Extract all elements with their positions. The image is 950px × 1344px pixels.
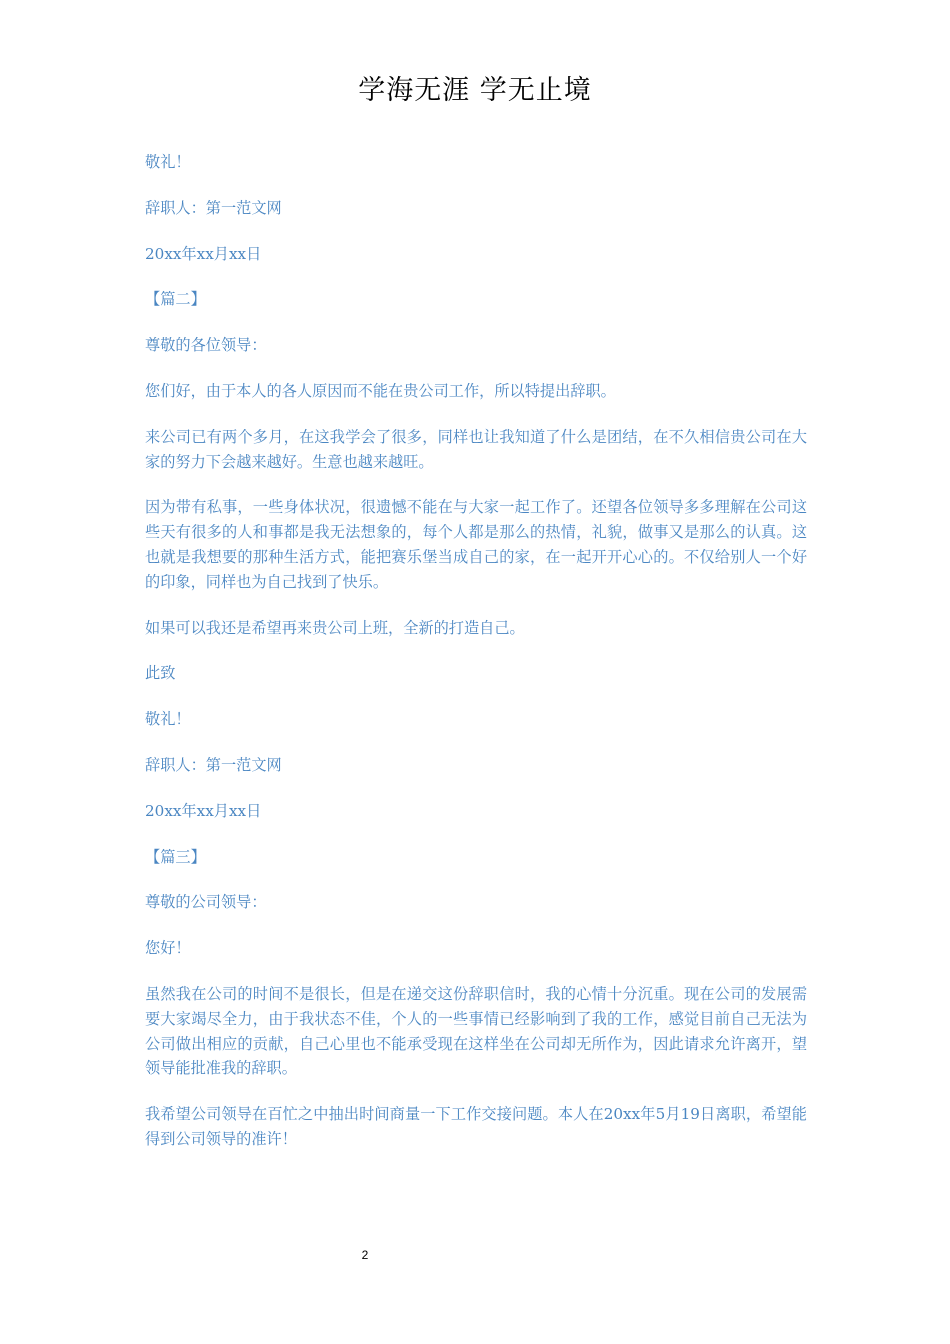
signature-line: 辞职人：第一范文网 xyxy=(145,755,282,774)
greeting-line: 您好！ xyxy=(145,939,191,958)
greeting-line: 尊敬的公司领导： xyxy=(145,893,267,912)
body-paragraph: 您们好，由于本人的各人原因而不能在贵公司工作，所以特提出辞职。 xyxy=(145,381,616,400)
date-line: 20xx年xx月xx日 xyxy=(145,801,262,820)
closing-salutation: 敬礼！ xyxy=(145,710,191,729)
body-paragraph: 我希望公司领导在百忙之中抽出时间商量一下工作交接问题。本人在20xx年5月19日离职，希望能得到公司领导的准许！ xyxy=(145,1105,807,1148)
body-paragraph: 如果可以我还是希望再来贵公司上班，全新的打造自己。 xyxy=(145,618,525,637)
page-header-title: 学海无涯 学无止境 xyxy=(358,75,592,106)
signature-line: 辞职人：第一范文网 xyxy=(145,198,282,217)
date-line: 20xx年xx月xx日 xyxy=(145,244,262,263)
body-paragraph: 来公司已有两个多月，在这我学会了很多，同样也让我知道了什么是团结，在不久相信贵公司在大家的努力下会越来越好。生意也越来越旺。 xyxy=(145,427,807,471)
section-heading: 【篇二】 xyxy=(145,290,206,309)
page-number: 2 xyxy=(361,1248,369,1262)
body-paragraph: 虽然我在公司的时间不是很长，但是在递交这份辞职信时，我的心情十分沉重。现在公司的发展需要大家竭尽全力，由于我状态不佳，个人的一些事情已经影响到了我的工作，感觉目前自己无法为公司做出相应的贡献，自己心里也不能承受现在这样坐在公司却无所作为，因此请求允许离开，望领导能批准我的辞职。 xyxy=(145,984,807,1078)
body-paragraph: 因为带有私事，一些身体状况，很遗憾不能在与大家一起工作了。还望各位领导多多理解在公司这些天有很多的人和事都是我无法想象的，每个人都是那么的热情，礼貌，做事又是那么的认真。这也就是我想要的那种生活方式，能把赛乐堡当成自己的家，在一起开开心心的。不仅给别人一个好的印象，同样也为自己找到了快乐。 xyxy=(145,498,807,591)
greeting-line: 尊敬的各位领导： xyxy=(145,336,267,355)
closing-line: 此致 xyxy=(145,664,176,683)
section-heading: 【篇三】 xyxy=(145,847,206,866)
document-body xyxy=(145,150,807,1173)
closing-salutation: 敬礼！ xyxy=(145,153,191,171)
